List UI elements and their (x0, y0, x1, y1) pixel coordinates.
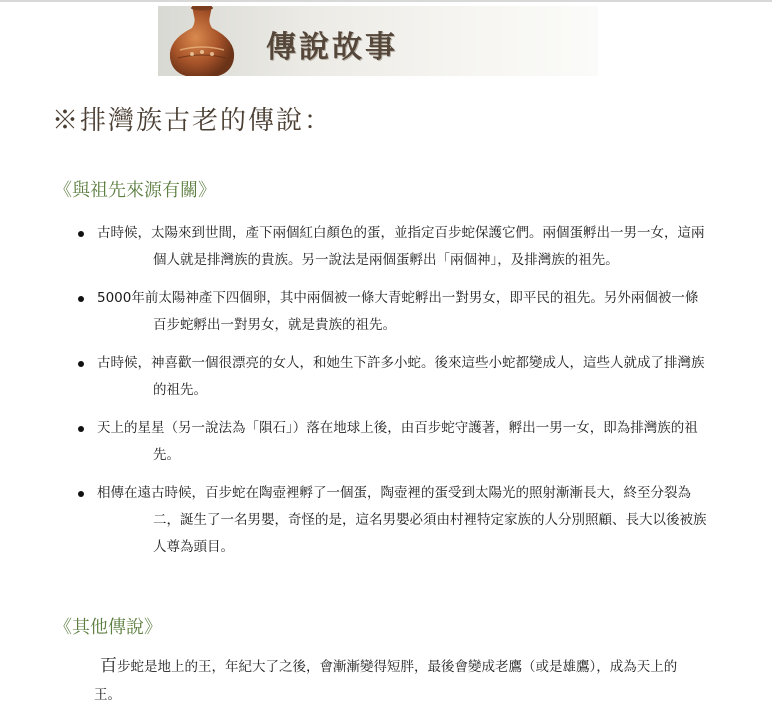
section-heading-other: 《其他傳說》 (54, 617, 162, 638)
list-item (58, 350, 708, 404)
list-item-text: 古時候，太陽來到世間，產下兩個紅白顏色的蛋，並指定百步蛇保護它們。兩個蛋孵出一男一女，這兩個人就是排灣族的貴族。另一說法是兩個蛋孵出「兩個神」，及排灣族的祖先。 (97, 225, 705, 268)
page-title: ※排灣族古老的傳說： (52, 106, 333, 136)
list-item (58, 415, 708, 469)
list-item-text: 古時候，神喜歡一個很漂亮的女人，和她生下許多小蛇。後來這些小蛇都變成人，這些人就成了排灣族的祖先。 (97, 355, 705, 398)
bullet-icon (78, 296, 84, 302)
list-item (58, 285, 708, 339)
vase-icon (162, 6, 242, 76)
list-item (58, 220, 708, 274)
list-item (58, 480, 708, 561)
header-banner (158, 6, 598, 76)
banner-title: 傳說故事 (266, 30, 398, 65)
list-item-text: 5000年前太陽神產下四個卵，其中兩個被一條大青蛇孵出一對男女，即平民的祖先。另外兩個被一條百步蛇孵出一對男女，就是貴族的祖先。 (97, 290, 699, 333)
bullet-icon (78, 361, 84, 367)
section-heading-ancestors: 《與祖先來源有關》 (54, 180, 216, 201)
paragraph-text: 步蛇是地上的王，年紀大了之後，會漸漸變得短胖，最後會變成老鷹（或是雄鷹），成為天上的王。 (94, 659, 678, 703)
list-item-text: 相傳在遠古時候，百步蛇在陶壺裡孵了一個蛋，陶壺裡的蛋受到太陽光的照射漸漸長大，終至分裂為二，誕生了一名男嬰，奇怪的是，這名男嬰必須由村裡特定家族的人分別照顧、長大以後被族人尊為頭目。 (97, 485, 707, 555)
list-item-text: 天上的星星（另一說法為「隕石」）落在地球上後，由百步蛇守護著，孵出一男一女，即為排灣族的祖先。 (97, 420, 698, 463)
other-legend-paragraph (94, 652, 694, 709)
ancestor-legend-list (58, 220, 708, 572)
bullet-icon (78, 231, 84, 237)
bullet-icon (78, 426, 84, 432)
top-border (0, 0, 772, 2)
bullet-icon (78, 491, 84, 497)
paragraph-first-char: 百 (100, 656, 117, 676)
